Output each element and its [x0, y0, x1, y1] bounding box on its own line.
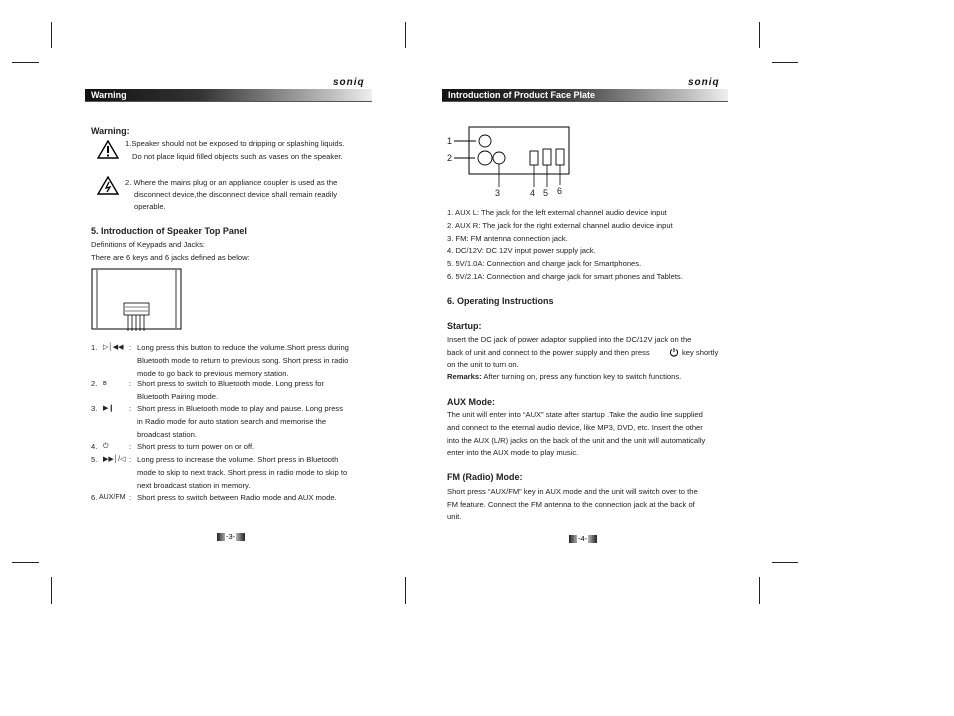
startup-line-2: back of unit and connect to the power supply and then press: [447, 348, 650, 357]
intro-line-1: Definitions of Keypads and Jacks:: [91, 240, 205, 249]
startup-line-3: on the unit to turn on.: [447, 360, 519, 369]
key-colon: :: [129, 442, 132, 451]
crop-mark: [772, 562, 798, 563]
diagram-label-2: 2: [447, 153, 453, 163]
key-description-line: mode to go back to previous memory station.: [137, 369, 289, 378]
crop-mark: [759, 577, 760, 604]
key-number: 6.: [91, 493, 98, 502]
banner-title: Warning: [91, 90, 127, 100]
banner-title: Introduction of Product Face Plate: [448, 90, 596, 100]
fm-line-1: Short press “AUX/FM” key in AUX mode and the unit will switch over to the: [447, 487, 698, 496]
startup-line-1: Insert the DC jack of power adaptor supplied into the DC/12V jack on the: [447, 335, 692, 344]
face-plate-diagram: [445, 125, 573, 201]
startup-line-2b: key shortly: [682, 348, 719, 357]
key-icon: ▶▶│/◁: [103, 456, 126, 463]
remarks-line: [447, 370, 681, 383]
key-icon: ʙ: [103, 380, 107, 387]
crop-mark: [759, 22, 760, 48]
key-number: 4.: [91, 442, 98, 451]
key-colon: :: [129, 455, 132, 464]
top-panel-diagram: [91, 268, 183, 332]
key-colon: :: [129, 493, 132, 502]
crop-mark: [51, 22, 52, 48]
aux-line-4: enter into the AUX mode to play music.: [447, 448, 579, 457]
lightning-warning-icon: [97, 176, 119, 195]
fm-line-3: unit.: [447, 512, 462, 521]
key-description-line: Short press to switch between Radio mode and AUX mode.: [137, 493, 337, 502]
key-description-line: in Radio mode for auto station search and memorise the: [137, 417, 327, 426]
warning-triangle-icon: [97, 140, 119, 159]
diagram-label-4: 4: [530, 188, 536, 198]
key-colon: :: [129, 379, 132, 388]
page-number-text: -4-: [578, 534, 588, 543]
key-number: 5.: [91, 455, 98, 464]
warning-1-line-1: 1.Speaker should not be exposed to dripping or splashing liquids.: [125, 139, 345, 148]
jack-item: 1. AUX L: The jack for the left external channel audio device input: [447, 208, 667, 217]
section-heading-top-panel: 5. Introduction of Speaker Top Panel: [91, 226, 247, 236]
power-icon: [669, 347, 679, 357]
aux-line-2: and connect to the eternal audio device, like MP3, DVD, etc. Insert the other: [447, 423, 703, 432]
aux-heading: AUX Mode:: [447, 397, 495, 407]
page-number: [569, 535, 597, 543]
jack-item: 5. 5V/1.0A: Connection and charge jack for Smartphones.: [447, 259, 642, 268]
key-number: 3.: [91, 404, 98, 413]
brand-logo: soniq: [688, 77, 720, 88]
warning-2-line-3: operable.: [134, 202, 166, 211]
page-number: [217, 533, 245, 541]
crop-mark: [12, 562, 39, 563]
key-description-line: Short press to switch to Bluetooth mode. Long press for: [137, 379, 324, 388]
diagram-label-6: 6: [557, 186, 563, 196]
key-description-line: next broadcast station in memory.: [137, 481, 251, 490]
section-banner: [442, 89, 728, 102]
aux-line-1: The unit will enter into “AUX” state after startup .Take the audio line supplied: [447, 410, 703, 419]
warning-heading: Warning:: [91, 126, 130, 136]
brand-logo: soniq: [333, 77, 365, 88]
remarks-label: Remarks:: [447, 372, 482, 381]
key-description-line: Short press in Bluetooth mode to play and pause. Long press: [137, 404, 344, 413]
key-number: 1.: [91, 343, 98, 352]
key-icon: AUX/FM: [99, 494, 126, 501]
warning-1-line-2: Do not place liquid filled objects such as vases on the speaker.: [132, 152, 343, 161]
key-description-line: Long press to increase the volume. Short press in Bluetooth: [137, 455, 339, 464]
section-heading-operating: 6. Operating Instructions: [447, 296, 554, 306]
aux-line-3: into the AUX (L/R) jacks on the back of the unit and the unit will automatically: [447, 436, 706, 445]
warning-2-line-1: 2. Where the mains plug or an appliance coupler is used as the: [125, 178, 338, 187]
intro-line-2: There are 6 keys and 6 jacks defined as below:: [91, 253, 250, 262]
fm-heading: FM (Radio) Mode:: [447, 472, 523, 482]
key-description-line: Bluetooth Pairing mode.: [137, 392, 219, 401]
jack-item: 4. DC/12V: DC 12V input power supply jack.: [447, 246, 596, 255]
jack-item: 6. 5V/2.1A: Connection and charge jack for smart phones and Tablets.: [447, 272, 683, 281]
diagram-label-3: 3: [495, 188, 501, 198]
crop-mark: [12, 62, 39, 63]
remarks-text: After turning on, press any function key to switch functions.: [483, 372, 682, 381]
key-description-line: Long press this button to reduce the volume.Short press during: [137, 343, 349, 352]
key-colon: :: [129, 343, 132, 352]
fm-line-2: FM feature. Connect the FM antenna to the connection jack at the back of: [447, 500, 695, 509]
startup-heading: Startup:: [447, 321, 482, 331]
crop-mark: [405, 22, 406, 48]
key-description-line: mode to skip to next track. Short press in radio mode to skip to: [137, 468, 348, 477]
key-colon: :: [129, 404, 132, 413]
diagram-label-1: 1: [447, 136, 453, 146]
diagram-label-5: 5: [543, 188, 549, 198]
jack-item: 3. FM: FM antenna connection jack.: [447, 234, 568, 243]
key-icon: ⏻: [103, 443, 109, 450]
key-icon: ▶❙: [103, 405, 115, 412]
key-description-line: broadcast station.: [137, 430, 197, 439]
warning-2-line-2: disconnect device,the disconnect device shall remain readily: [134, 190, 338, 199]
key-description-line: Bluetooth mode to return to previous song. Short press in radio: [137, 356, 349, 365]
jack-item: 2. AUX R: The jack for the right external channel audio device input: [447, 221, 673, 230]
key-number: 2.: [91, 379, 98, 388]
crop-mark: [51, 577, 52, 604]
page-number-text: -3-: [226, 532, 236, 541]
key-description-line: Short press to turn power on or off.: [137, 442, 255, 451]
crop-mark: [405, 577, 406, 604]
crop-mark: [772, 62, 798, 63]
section-banner: [85, 89, 372, 102]
key-icon: ▷│◀◀: [103, 344, 124, 351]
